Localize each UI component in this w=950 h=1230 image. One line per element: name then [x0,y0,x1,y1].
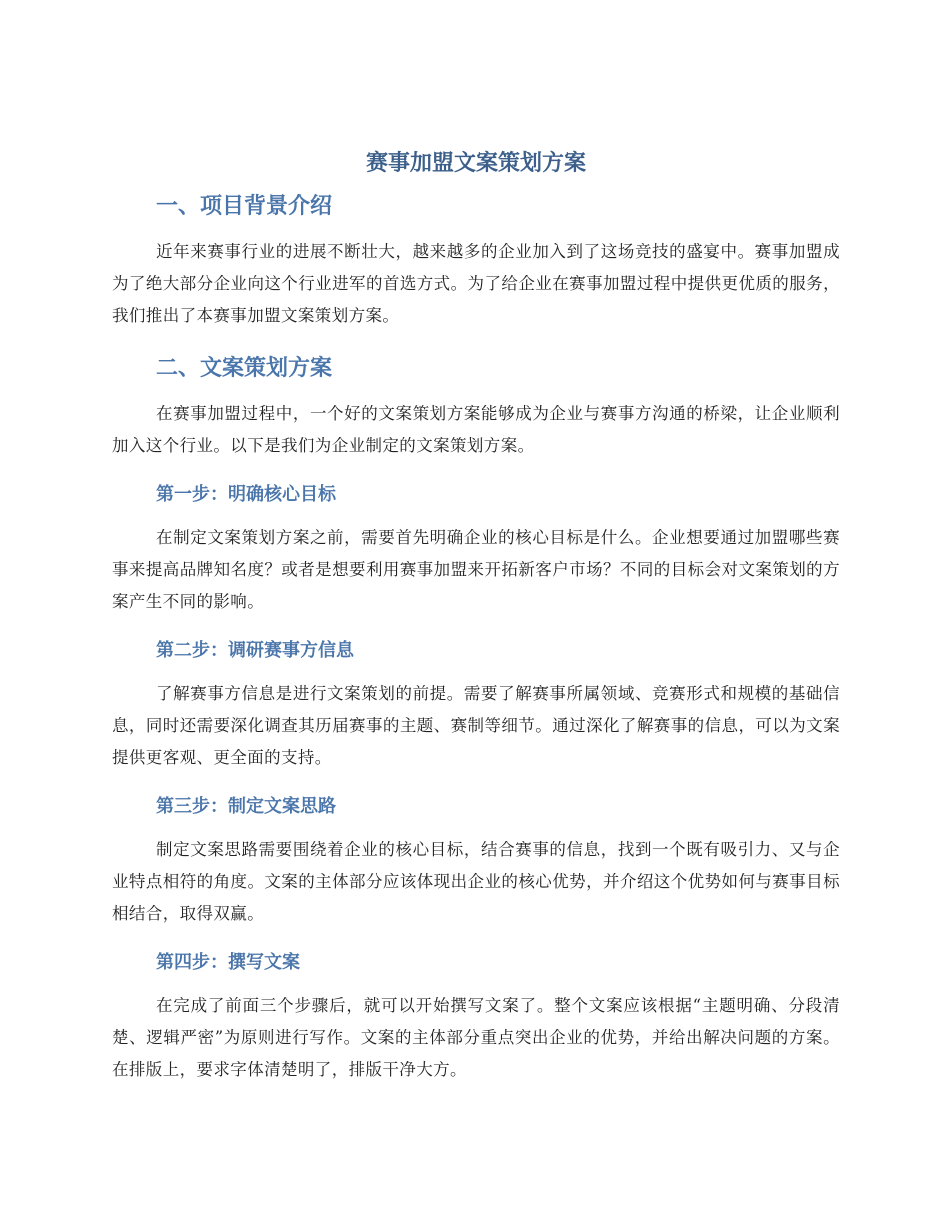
step-heading-3: 第三步：制定文案思路 [156,796,336,817]
section-heading-background: 一、项目背景介绍 [156,194,333,219]
section-paragraph-background: 近年来赛事行业的进展不断壮大，越来越多的企业加入到了这场竞技的盛宴中。赛事加盟成为了绝大部分企业向这个行业进军的首选方式。为了给企业在赛事加盟过程中提供更优质的服务，我们推出了本赛事加盟文案策划方案。 [112,242,840,325]
step-paragraph-1: 在制定文案策划方案之前，需要首先明确企业的核心目标是什么。企业想要通过加盟哪些赛事来提高品牌知名度？或者是想要利用赛事加盟来开拓新客户市场？不同的目标会对文案策划的方案产生不同的影响。 [112,528,840,611]
section-heading-plan: 二、文案策划方案 [156,356,333,381]
section-paragraph-plan: 在赛事加盟过程中，一个好的文案策划方案能够成为企业与赛事方沟通的桥梁，让企业顺利加入这个行业。以下是我们为企业制定的文案策划方案。 [112,404,840,455]
step-heading-1: 第一步：明确核心目标 [156,484,336,505]
step-heading-4: 第四步：撰写文案 [156,952,300,973]
step-heading-2: 第二步：调研赛事方信息 [156,640,354,661]
document-title: 赛事加盟文案策划方案 [365,151,586,176]
step-paragraph-3: 制定文案思路需要围绕着企业的核心目标，结合赛事的信息，找到一个既有吸引力、又与企业特点相符的角度。文案的主体部分应该体现出企业的核心优势，并介绍这个优势如何与赛事目标相结合，取得双赢。 [112,840,840,923]
document-page [112,146,840,1086]
step-paragraph-2: 了解赛事方信息是进行文案策划的前提。需要了解赛事所属领域、竞赛形式和规模的基础信息，同时还需要深化调查其历届赛事的主题、赛制等细节。通过深化了解赛事的信息，可以为文案提供更客观、更全面的支持。 [112,684,840,767]
step-paragraph-4: 在完成了前面三个步骤后，就可以开始撰写文案了。整个文案应该根据“主题明确、分段清楚、逻辑严密”为原则进行写作。文案的主体部分重点突出企业的优势，并给出解决问题的方案。在排版上，要求字体清楚明了，排版干净大方。 [112,996,840,1079]
